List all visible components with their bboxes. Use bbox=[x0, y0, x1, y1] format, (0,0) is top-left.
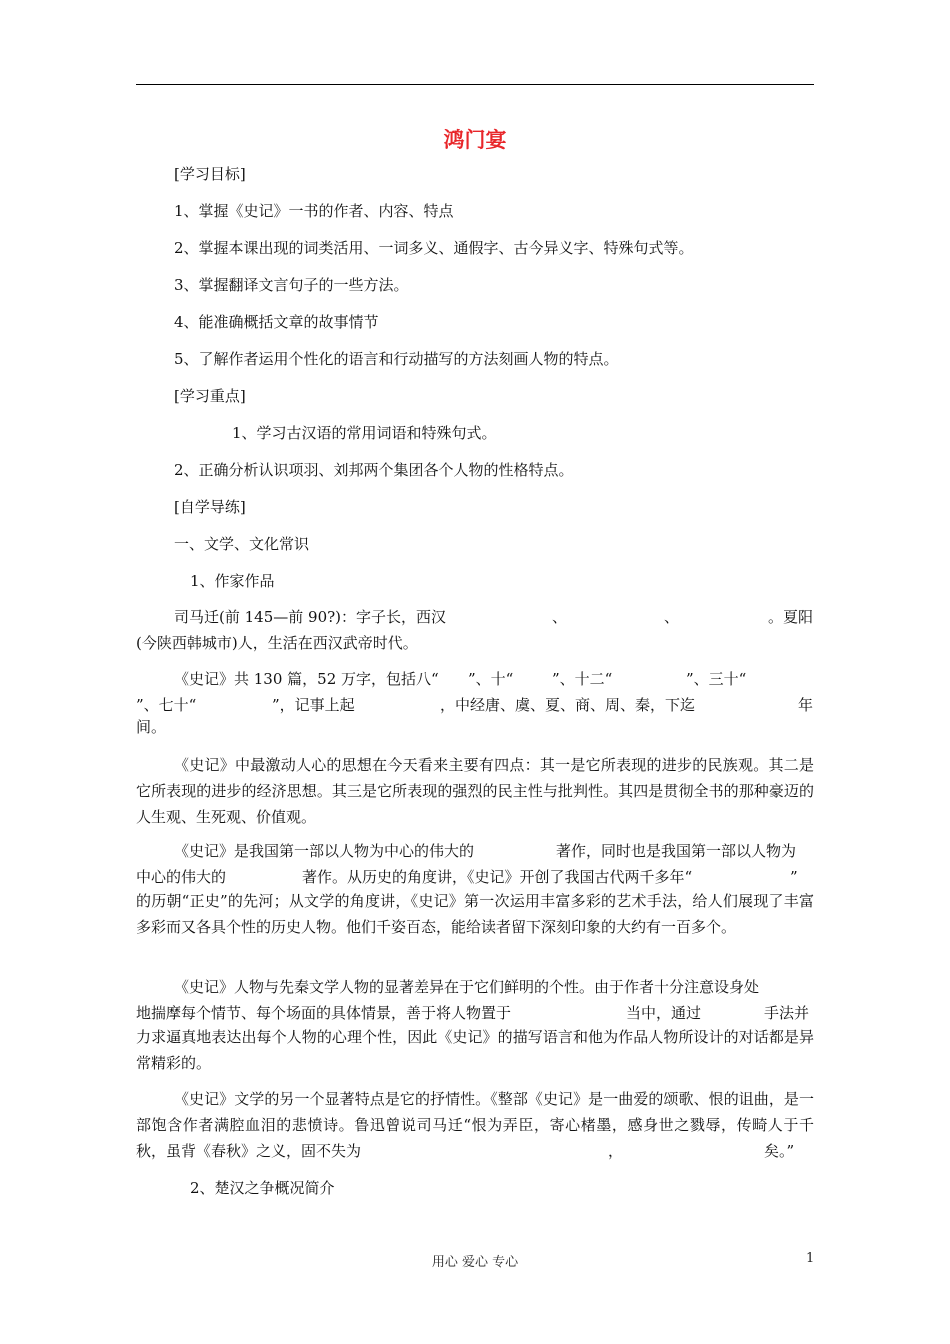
p4-text: 的历朝“正史”的先河；从文学的角度讲，《史记》第一次运用丰富多彩的艺术手法，给人们展现了丰富多彩而又各具个性的历史人物。他们千姿百态，能给读者留下深刻印象的大约有一百多个。 bbox=[136, 892, 814, 936]
sub-heading: 2、楚汉之争概况简介 bbox=[190, 1179, 335, 1197]
part-heading: 一、文学、文化常识 bbox=[174, 535, 310, 553]
page-footer: 用心 爱心 专心 bbox=[431, 1255, 519, 1270]
p1-text: 司马迁(前 145—前 90?)：字子长，西汉 bbox=[174, 608, 447, 626]
p2-text: 间。 bbox=[136, 718, 167, 736]
focus-item: 1、学习古汉语的常用词语和特殊句式。 bbox=[232, 424, 497, 442]
p6-text: 矣。” bbox=[764, 1142, 795, 1160]
p2-text: ”、三十“ bbox=[686, 670, 747, 688]
p5-text: 当中，通过 bbox=[626, 1004, 702, 1022]
p1-text: 、 bbox=[552, 608, 568, 626]
page-title: 鸿门宴 bbox=[443, 128, 507, 152]
sub-heading: 1、作家作品 bbox=[190, 572, 275, 590]
objective-item: 5、了解作者运用个性化的语言和行动描写的方法刻画人物的特点。 bbox=[174, 350, 619, 368]
p4-text: ” bbox=[790, 868, 798, 886]
p1-text: (今陕西韩城市)人，生活在西汉武帝时代。 bbox=[136, 634, 418, 652]
p4-text: 《史记》是我国第一部以人物为中心的伟大的 bbox=[174, 842, 475, 860]
focus-item: 2、正确分析认识项羽、刘邦两个集团各个人物的性格特点。 bbox=[174, 461, 574, 479]
p1-text: 、 bbox=[664, 608, 680, 626]
objective-item: 2、掌握本课出现的词类活用、一词多义、通假字、古今异义字、特殊句式等。 bbox=[174, 239, 694, 257]
p6-text: ， bbox=[608, 1142, 624, 1160]
objective-item: 1、掌握《史记》一书的作者、内容、特点 bbox=[174, 202, 454, 220]
p1-text: 。夏阳 bbox=[768, 608, 814, 626]
p2-text: ，中经唐、虞、夏、商、周、秦，下迄 bbox=[440, 696, 696, 714]
p2-text: ”、七十“ bbox=[136, 696, 197, 714]
p5-text: 《史记》人物与先秦文学人物的显著差异在于它们鲜明的个性。由于作者十分注意设身处 bbox=[174, 978, 760, 996]
p5-text: 地揣摩每个情节、每个场面的具体情景，善于将人物置于 bbox=[136, 1004, 512, 1022]
objectives-header: [学习目标] bbox=[174, 165, 246, 183]
p2-text: ”、十“ bbox=[468, 670, 514, 688]
p6-text: 《史记》文学的另一个显著特点是它的抒情性。《整部《史记》是一曲爱的颂歌、恨的诅曲，是一部饱含作者满腔血泪的悲愤诗。鲁迅曾说司马迁“恨为弄臣，寄心楮墨，感身世之戮辱，传畸人于千秋，虽背《春秋》之义，固不失为 bbox=[136, 1090, 814, 1160]
objective-item: 4、能准确概括文章的故事情节 bbox=[174, 313, 379, 331]
page-number: 1 bbox=[806, 1251, 815, 1266]
selfstudy-header: [自学导练] bbox=[174, 498, 246, 516]
p2-text: 《史记》共 130 篇，52 万字，包括八“ bbox=[174, 670, 439, 688]
focus-header: [学习重点] bbox=[174, 387, 246, 405]
p3-text: 《史记》中最激动人心的思想在今天看来主要有四点：其一是它所表现的进步的民族观。其二是它所表现的进步的经济思想。其三是它所表现的强烈的民主性与批判性。其四是贯彻全书的那种豪迈的人生观、生死观、价值观。 bbox=[136, 756, 814, 826]
p5-text: 力求逼真地表达出每个人物的心理个性，因此《史记》的描写语言和他为作品人物所设计的对话都是异常精彩的。 bbox=[136, 1028, 814, 1072]
p4-text: 中心的伟大的 bbox=[136, 868, 227, 886]
p5-text: 手法并 bbox=[764, 1004, 810, 1022]
p2-text: ”、十二“ bbox=[552, 670, 613, 688]
p2-text: ”，记事上起 bbox=[272, 696, 355, 714]
header-rule bbox=[136, 84, 814, 85]
objective-item: 3、掌握翻译文言句子的一些方法。 bbox=[174, 276, 409, 294]
p4-text: 著作，同时也是我国第一部以人物为 bbox=[556, 842, 797, 860]
p2-text: 年 bbox=[798, 696, 814, 714]
p4-text: 著作。从历史的角度讲，《史记》开创了我国古代两千多年“ bbox=[302, 868, 693, 886]
